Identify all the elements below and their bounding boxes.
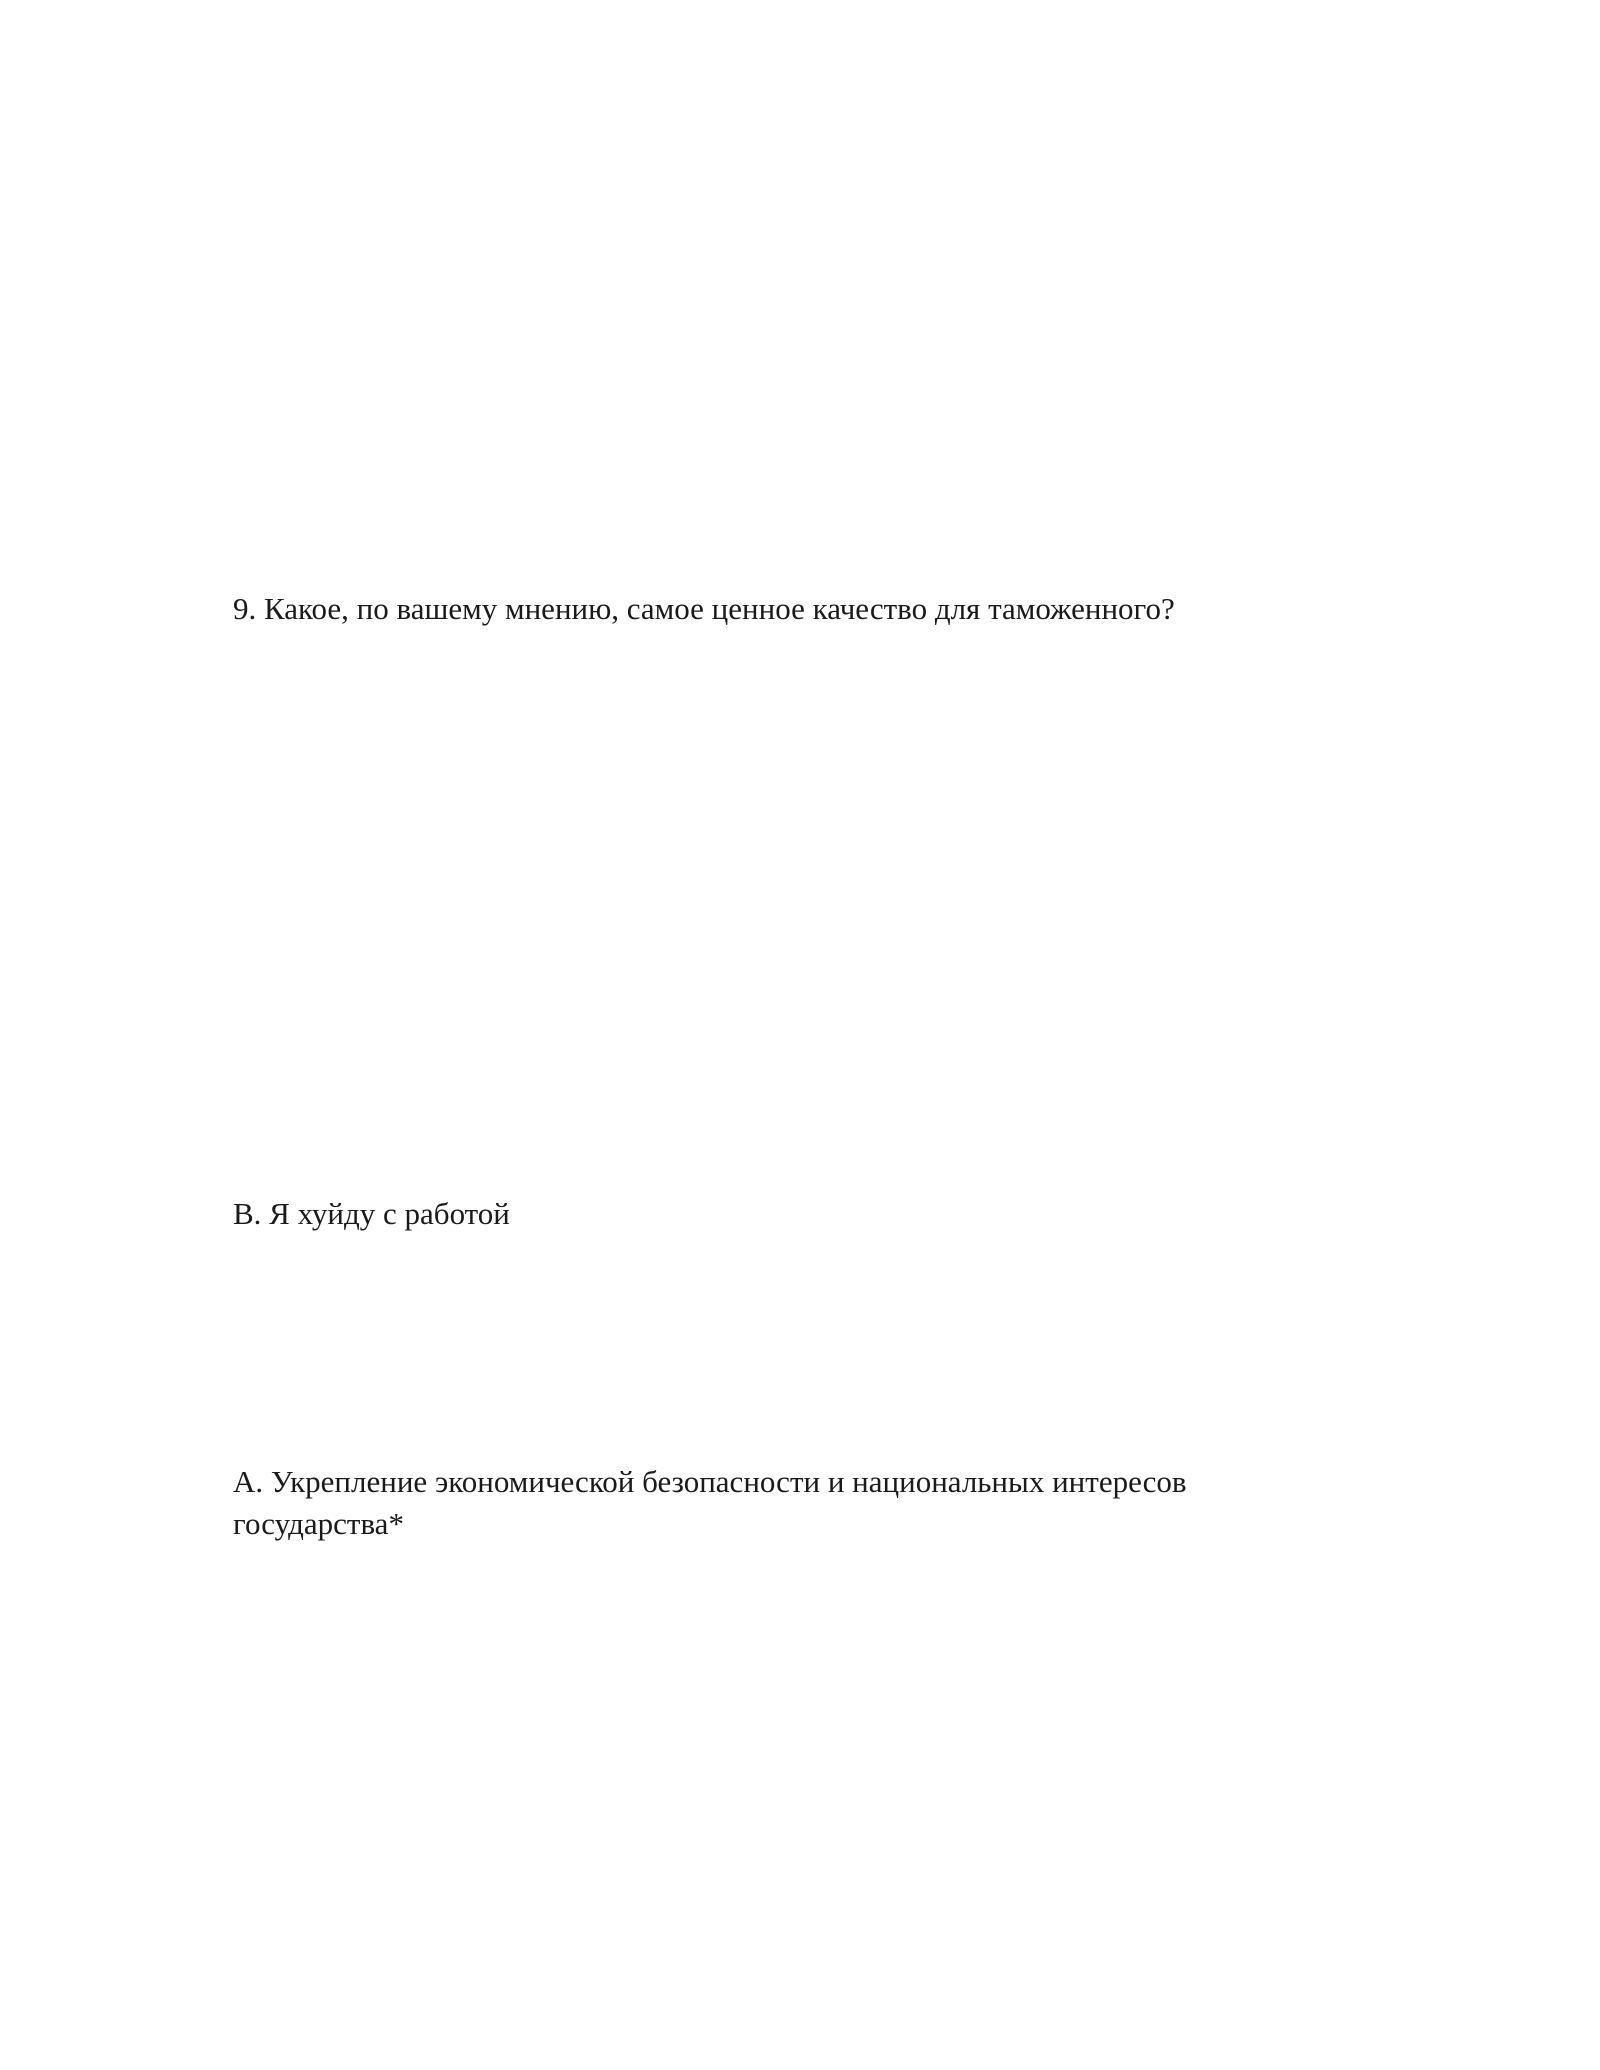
question-text: 9. Какое, по вашему мнению, самое ценное качество для таможенного? xyxy=(233,591,1175,626)
answer-a-text-line-2: государства* xyxy=(233,1506,404,1541)
answer-b-text: В. Я хуйду с работой xyxy=(233,1196,510,1231)
answer-a-text-line-1: А. Укрепление экономической безопасности и национальных интересов xyxy=(233,1464,1187,1499)
